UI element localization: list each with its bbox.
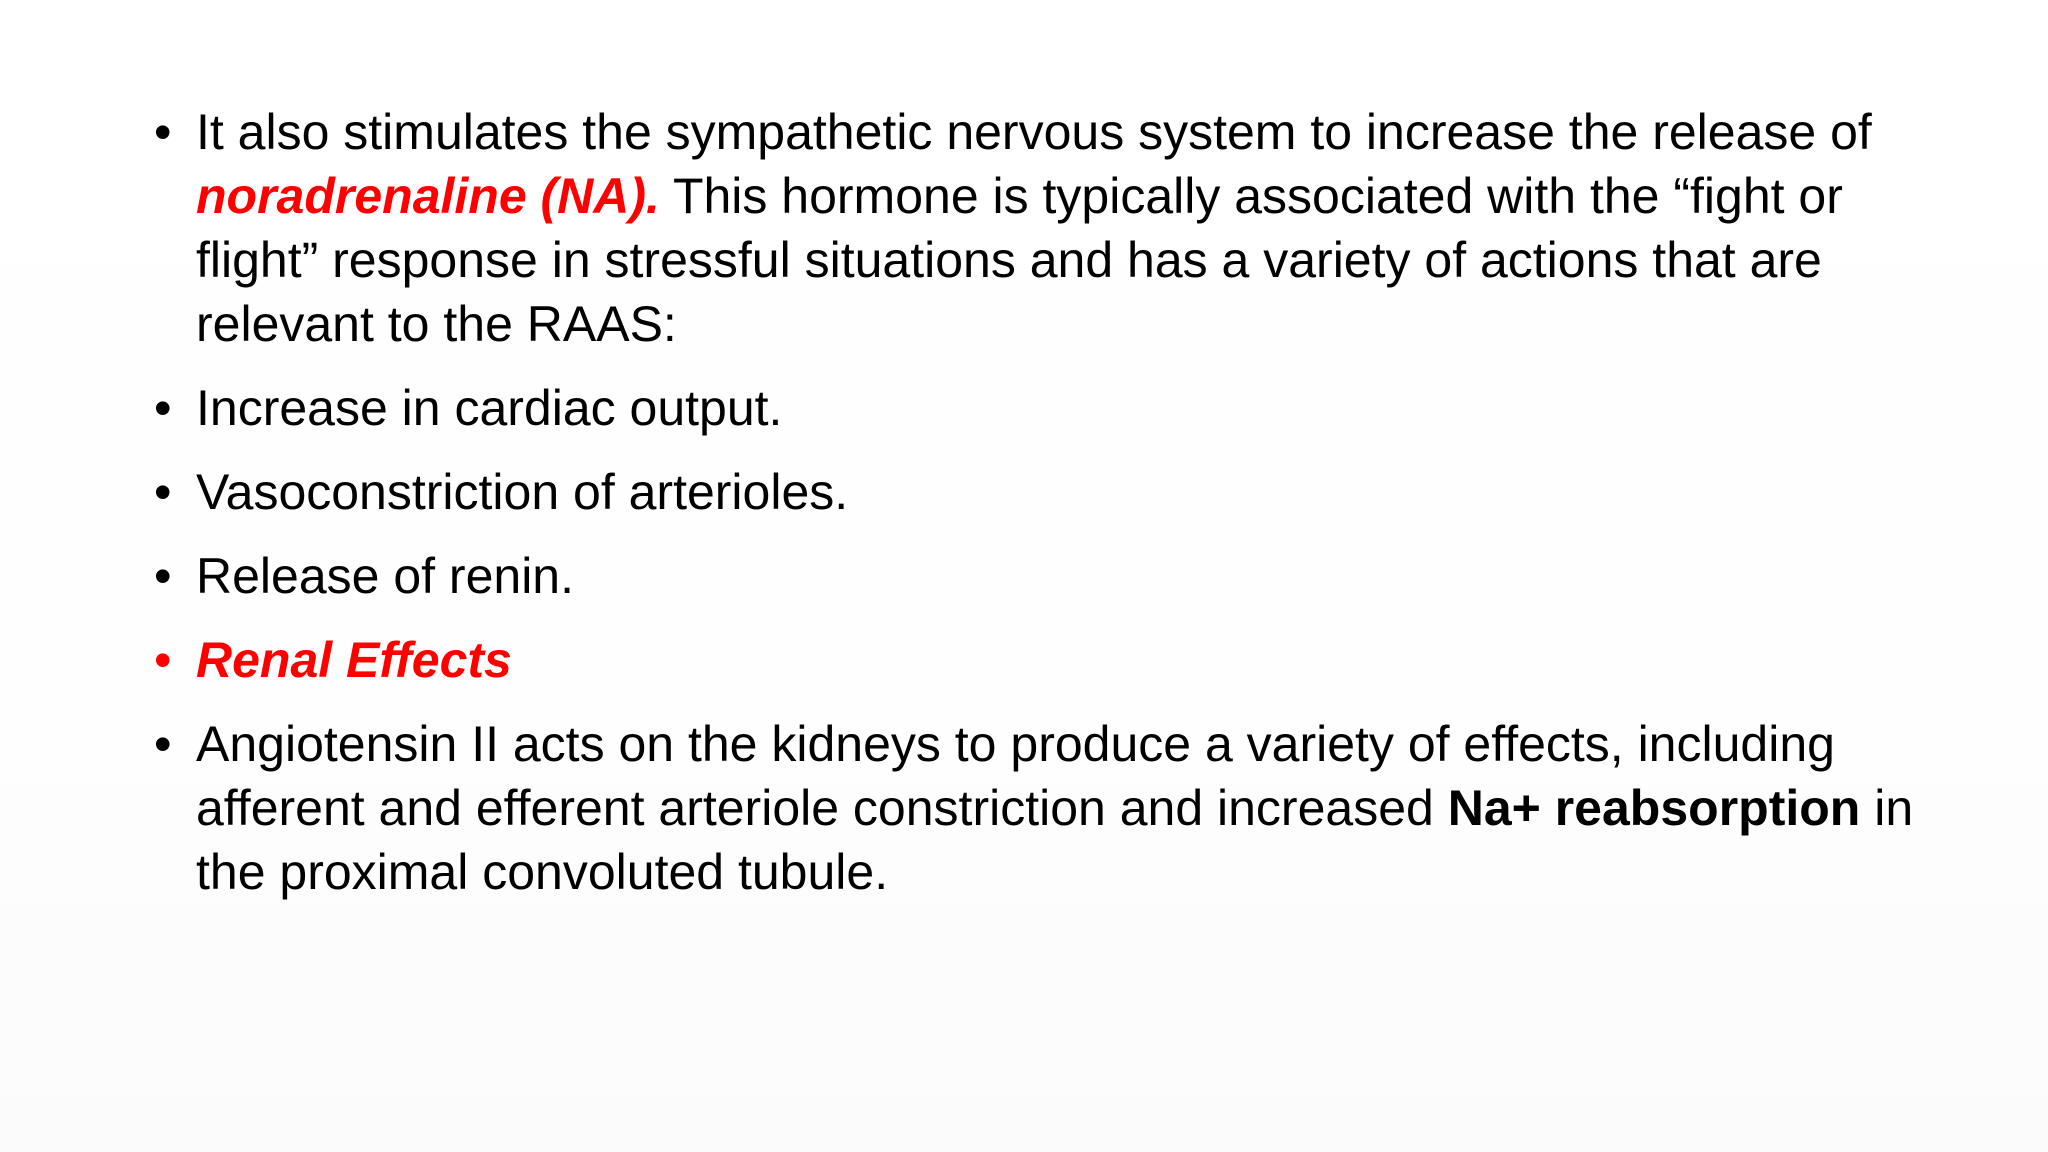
text-segment: It also stimulates the sympathetic nervous system to increase the release of — [196, 104, 1872, 160]
bullet-icon: • — [154, 716, 172, 772]
bullet-item-renin — [152, 544, 1972, 608]
text-segment: in the proximal convoluted tubule. — [196, 780, 1914, 900]
text-segment: Angiotensin II acts on the kidneys to produce a variety of effects, including afferent and efferent arteriole constriction and increased — [196, 716, 1835, 836]
bullet-text — [196, 104, 1872, 352]
text-segment: This hormone is typically associated with the “fight or flight” response in stressful situations and has a variety of actions that are relevant to the RAAS: — [196, 168, 1843, 352]
bullet-item-vasoconstriction — [152, 460, 1972, 524]
bullet-icon: • — [154, 104, 172, 160]
bullet-list — [152, 100, 1972, 924]
section-heading-renal-effects: Renal Effects — [196, 632, 512, 688]
bullet-item-renal-effects-heading — [152, 628, 1972, 692]
bullet-icon: • — [154, 632, 172, 688]
highlight-noradrenaline: noradrenaline (NA). — [196, 168, 660, 224]
bullet-text: Vasoconstriction of arterioles. — [196, 464, 849, 520]
bullet-icon: • — [154, 464, 172, 520]
bullet-icon: • — [154, 548, 172, 604]
highlight-na-reabsorption: Na+ reabsorption — [1447, 780, 1861, 836]
bullet-item-sympathetic — [152, 100, 1972, 356]
bullet-text: Release of renin. — [196, 548, 575, 604]
bullet-item-angiotensin-ii — [152, 712, 1972, 904]
bullet-text — [196, 716, 1913, 900]
bullet-text: Increase in cardiac output. — [196, 380, 783, 436]
bullet-item-cardiac-output — [152, 376, 1972, 440]
bullet-icon: • — [154, 380, 172, 436]
